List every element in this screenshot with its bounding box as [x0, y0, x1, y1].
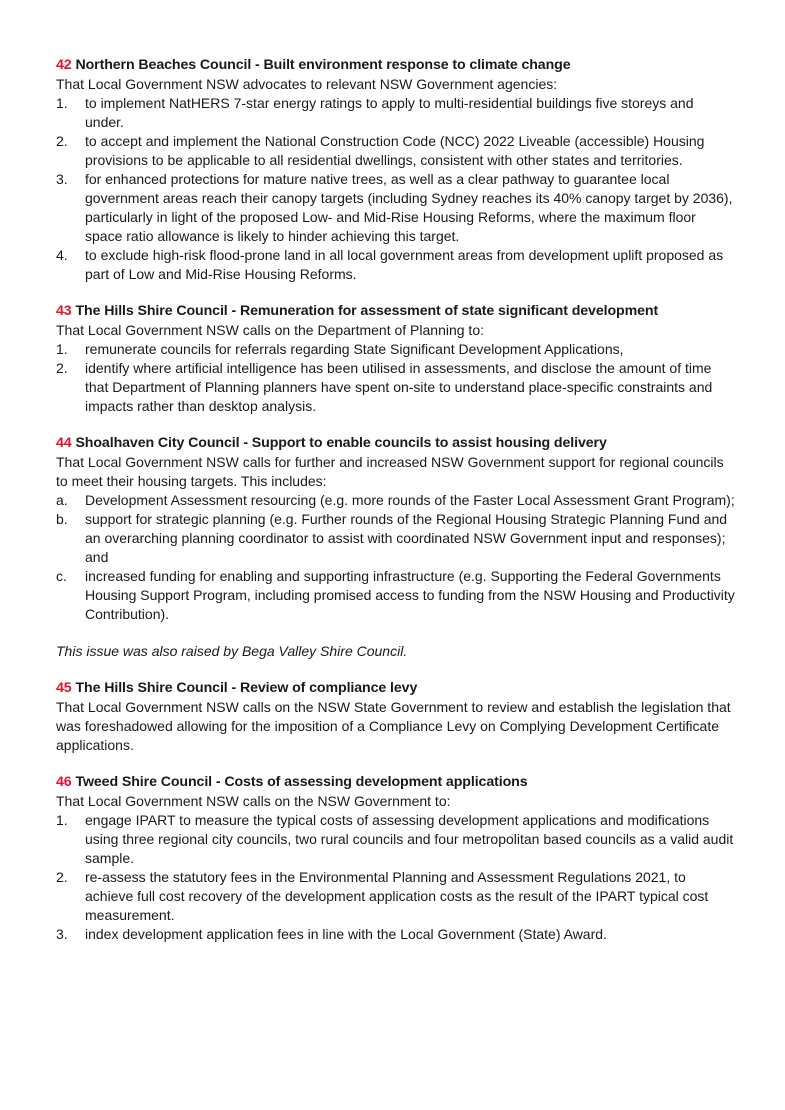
- motion-45: [56, 679, 736, 755]
- list-item: [56, 925, 736, 944]
- motion-heading: [56, 56, 736, 75]
- list-item: [56, 132, 736, 170]
- motion-list: [56, 340, 736, 416]
- list-item: [56, 567, 736, 624]
- list-item: [56, 340, 736, 359]
- list-item-text: to accept and implement the National Construction Code (NCC) 2022 Liveable (accessible) Housing provisions to be applicable to all residential dwellings, consistent with other states and territories.: [85, 133, 705, 168]
- list-item-text: increased funding for enabling and supporting infrastructure (e.g. Supporting the Federal Governments Housing Support Program, including promised access to funding from the NSW Housing and Productivity Contribution).: [85, 568, 735, 622]
- list-item: [56, 510, 736, 567]
- list-item: [56, 170, 736, 246]
- motion-intro: That Local Government NSW advocates to relevant NSW Government agencies:: [56, 76, 558, 92]
- list-item-text: re-assess the statutory fees in the Environmental Planning and Assessment Regulations 2021, to achieve full cost recovery of the development application costs as the result of the IPART typical cost measurement.: [85, 869, 709, 923]
- list-item-text: index development application fees in line with the Local Government (State) Award.: [85, 926, 607, 942]
- motion-heading: [56, 773, 736, 792]
- list-item: [56, 491, 736, 510]
- list-item: [56, 868, 736, 925]
- list-item-text: to implement NatHERS 7-star energy ratings to apply to multi-residential buildings five storeys and under.: [85, 95, 694, 130]
- motion-intro: That Local Government NSW calls on the NSW Government to:: [56, 793, 451, 809]
- motion-title: The Hills Shire Council - Remuneration for assessment of state significant development: [75, 303, 659, 319]
- motion-44: [56, 434, 736, 661]
- motion-number: 43: [56, 303, 72, 319]
- motion-42: [56, 56, 736, 284]
- motion-heading: [56, 302, 736, 321]
- list-marker: 1.: [56, 341, 68, 357]
- motion-number: 45: [56, 680, 72, 696]
- motion-list: [56, 94, 736, 284]
- document-page: [56, 56, 736, 962]
- motion-46: [56, 773, 736, 944]
- list-item-text: to exclude high-risk flood-prone land in all local government areas from development uplift proposed as part of Low and Mid-Rise Housing Reforms.: [85, 247, 724, 282]
- motion-number: 46: [56, 774, 72, 790]
- motion-intro: That Local Government NSW calls on the Department of Planning to:: [56, 322, 484, 338]
- list-item-text: identify where artificial intelligence has been utilised in assessments, and disclose the amount of time that Department of Planning planners have spent on-site to understand place-specific constraints and impacts rather than desktop analysis.: [85, 360, 713, 414]
- motion-intro: That Local Government NSW calls for further and increased NSW Government support for regional councils to meet their housing targets. This includes:: [56, 454, 724, 489]
- motion-title: The Hills Shire Council - Review of compliance levy: [75, 680, 418, 696]
- list-item-text: Development Assessment resourcing (e.g. more rounds of the Faster Local Assessment Grant Program);: [85, 492, 735, 508]
- list-marker: 2.: [56, 360, 68, 376]
- list-marker: 1.: [56, 95, 68, 111]
- motion-title: Tweed Shire Council - Costs of assessing development applications: [75, 774, 528, 790]
- motion-list: [56, 491, 736, 624]
- motion-number: 42: [56, 57, 72, 73]
- motion-intro: That Local Government NSW calls on the NSW State Government to review and establish the legislation that was foreshadowed allowing for the imposition of a Compliance Levy on Complying Development Certificate applications.: [56, 699, 731, 753]
- motion-43: [56, 302, 736, 416]
- list-item-text: for enhanced protections for mature native trees, as well as a clear pathway to guarantee local government areas reach their canopy targets (including Sydney reaches its 40% canopy target by 2036), particularly in light of the proposed Low- and Mid-Rise Housing Reforms, where the maximum floor space ratio allowance is likely to hinder achieving this target.: [85, 171, 733, 244]
- list-marker: c.: [56, 568, 67, 584]
- list-marker: 2.: [56, 133, 68, 149]
- list-marker: 3.: [56, 171, 68, 187]
- motion-title: Shoalhaven City Council - Support to enable councils to assist housing delivery: [75, 435, 607, 451]
- list-item: [56, 811, 736, 868]
- list-marker: 3.: [56, 926, 68, 942]
- motion-note: This issue was also raised by Bega Valley Shire Council.: [56, 643, 408, 659]
- motion-heading: [56, 434, 736, 453]
- motion-list: [56, 811, 736, 944]
- list-item-text: remunerate councils for referrals regarding State Significant Development Applications,: [85, 341, 624, 357]
- list-marker: 4.: [56, 247, 68, 263]
- motion-title: Northern Beaches Council - Built environment response to climate change: [75, 57, 571, 73]
- motion-heading: [56, 679, 736, 698]
- list-item: [56, 246, 736, 284]
- list-marker: a.: [56, 492, 68, 508]
- list-item-text: support for strategic planning (e.g. Further rounds of the Regional Housing Strategic Planning Fund and an overarching planning coordinator to assist with coordinated NSW Government input and responses); and: [85, 511, 728, 565]
- list-item-text: engage IPART to measure the typical costs of assessing development applications and modifications using three regional city councils, two rural councils and four metropolitan based councils as a valid audit sample.: [85, 812, 734, 866]
- list-item: [56, 359, 736, 416]
- list-marker: b.: [56, 511, 68, 527]
- motion-number: 44: [56, 435, 72, 451]
- list-item: [56, 94, 736, 132]
- list-marker: 1.: [56, 812, 68, 828]
- list-marker: 2.: [56, 869, 68, 885]
